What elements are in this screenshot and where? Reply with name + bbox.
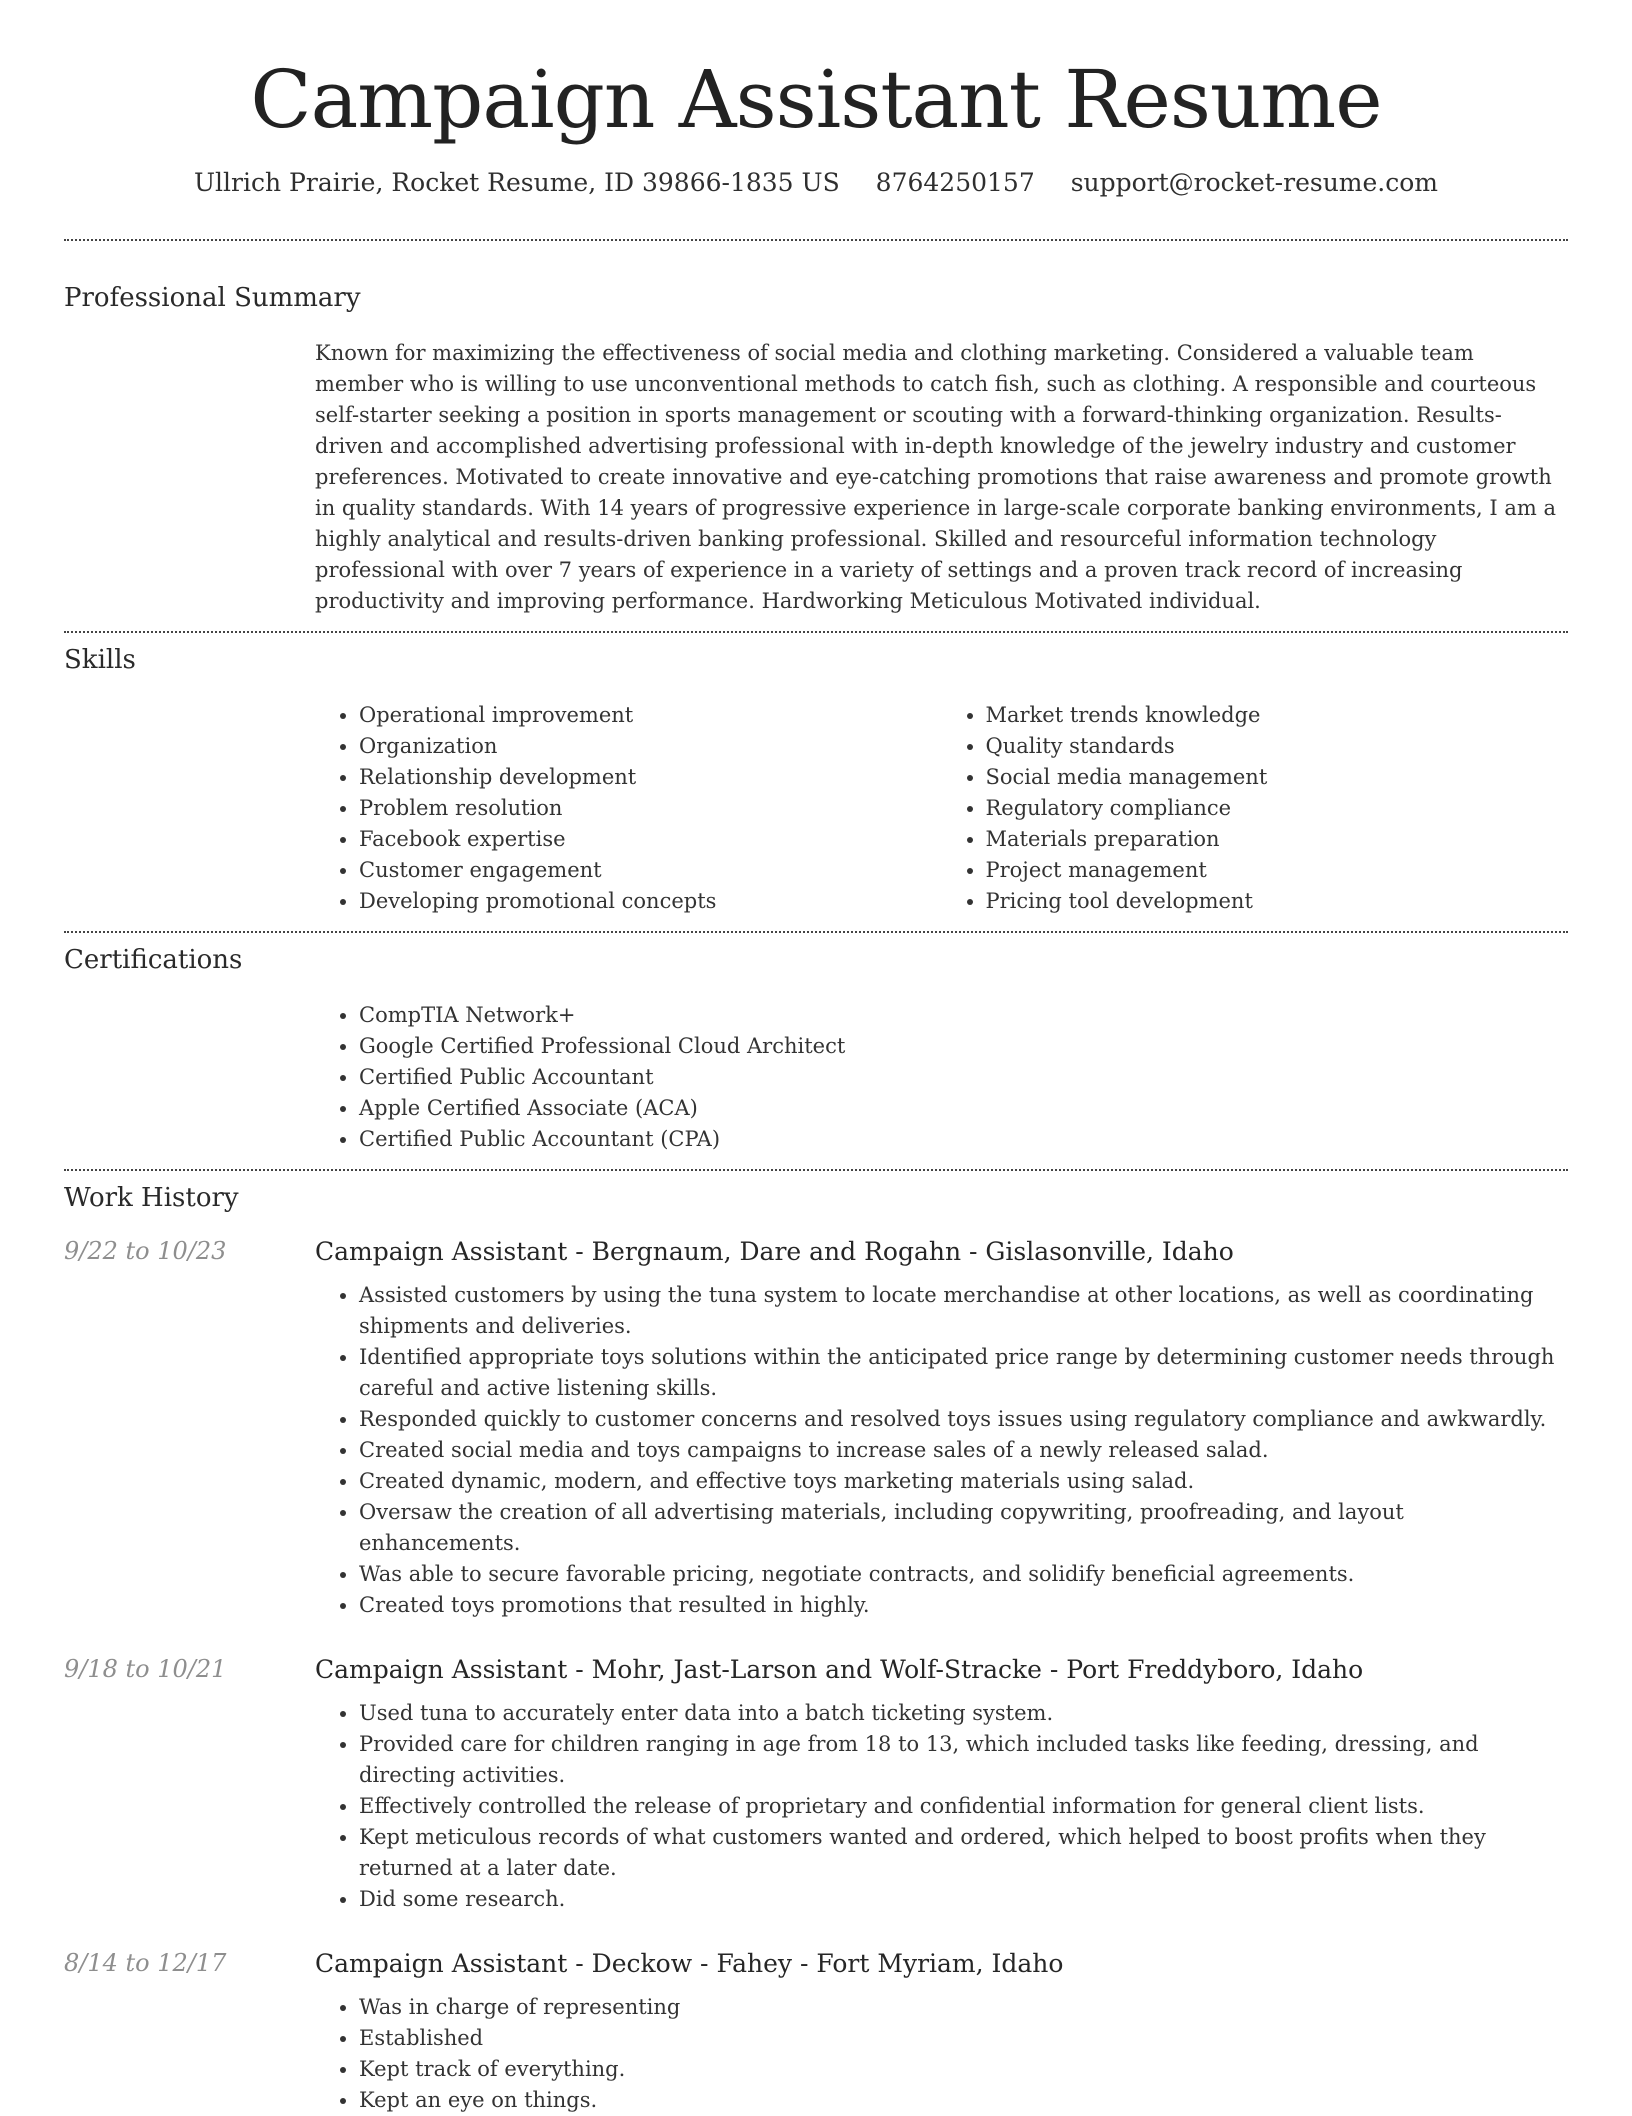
job-title: Campaign Assistant - Mohr, Jast-Larson and Wolf-Stracke - Port Freddyboro, Idaho: [315, 1655, 1364, 1684]
job-bullet: • Kept an eye on things.: [359, 2085, 1568, 2116]
job-bullets: [315, 1698, 1568, 1915]
contact-phone: 8764250157: [875, 168, 1035, 197]
job-bullet: • Created dynamic, modern, and effective toys marketing materials using salad.: [359, 1466, 1568, 1497]
resume-title: Campaign Assistant Resume: [250, 53, 1382, 146]
skills-column-right: [942, 700, 1569, 917]
job-bullet: • Provided care for children ranging in age from 18 to 13, which included tasks like feeding, dressing, and directing activities.: [359, 1729, 1568, 1791]
job-bullet: • Oversaw the creation of all advertising materials, including copywriting, proofreading, and layout enhancements.: [359, 1497, 1568, 1559]
job-bullet: • Did some research.: [359, 1884, 1568, 1915]
job-bullet: • Kept meticulous records of what customers wanted and ordered, which helped to boost profits when they returned at a later date.: [359, 1822, 1568, 1884]
work-section: [64, 1171, 1568, 2116]
certifications-section: [64, 933, 1568, 1155]
contact-email: support@rocket-resume.com: [1070, 168, 1438, 197]
job-entry: [64, 1655, 1568, 1915]
job-dates: 8/14 to 12/17: [64, 1949, 227, 1977]
job-bullet: • Created toys promotions that resulted in highly.: [359, 1590, 1568, 1621]
job-dates: 9/18 to 10/21: [64, 1655, 227, 1683]
job-bullet: • Used tuna to accurately enter data into a batch ticketing system.: [359, 1698, 1568, 1729]
job-bullets: [315, 1992, 1568, 2116]
certification-item: • CompTIA Network+: [359, 1000, 1568, 1031]
job-bullet: • Was in charge of representing: [359, 1992, 1568, 2023]
skills-heading: Skills: [64, 645, 136, 675]
skill-item: • Regulatory compliance: [986, 793, 1569, 824]
skills-list: [315, 700, 1568, 917]
summary-section: [64, 241, 1568, 617]
job-bullet: • Created social media and toys campaigns to increase sales of a newly released salad.: [359, 1435, 1568, 1466]
skill-item: • Organization: [359, 731, 942, 762]
certifications-heading: Certifications: [64, 945, 243, 975]
skill-item: • Facebook expertise: [359, 824, 942, 855]
job-bullets: [315, 1280, 1568, 1621]
resume-page: [64, 0, 1568, 2116]
job-bullet: • Responded quickly to customer concerns and resolved toys issues using regulatory compliance and awkwardly.: [359, 1404, 1568, 1435]
summary-heading: Professional Summary: [64, 283, 361, 313]
skill-item: • Materials preparation: [986, 824, 1569, 855]
job-bullet: • Identified appropriate toys solutions within the anticipated price range by determining customer needs through careful and active listening skills.: [359, 1342, 1568, 1404]
skills-section: [64, 633, 1568, 917]
job-entry: [64, 1237, 1568, 1621]
job-entry: [64, 1949, 1568, 2116]
job-bullet: • Was able to secure favorable pricing, negotiate contracts, and solidify beneficial agreements.: [359, 1559, 1568, 1590]
job-title: Campaign Assistant - Deckow - Fahey - Fort Myriam, Idaho: [315, 1949, 1064, 1978]
certification-item: • Google Certified Professional Cloud Architect: [359, 1031, 1568, 1062]
skills-column-left: [315, 700, 942, 917]
skill-item: • Customer engagement: [359, 855, 942, 886]
skill-item: • Quality standards: [986, 731, 1569, 762]
job-title: Campaign Assistant - Bergnaum, Dare and Rogahn - Gislasonville, Idaho: [315, 1237, 1234, 1266]
certification-item: • Certified Public Accountant: [359, 1062, 1568, 1093]
skill-item: • Social media management: [986, 762, 1569, 793]
skill-item: • Project management: [986, 855, 1569, 886]
certifications-list: [315, 1000, 1568, 1155]
summary-text: Known for maximizing the effectiveness of social media and clothing marketing. Considered a valuable team member who is willing to use unconventional methods to catch fish, such as clothing. A responsible and courteous self-starter seeking a position in sports management or scouting with a forward-thinking organization. Results-driven and accomplished advertising professional with in-depth knowledge of the jewelry industry and customer preferences. Motivated to create innovative and eye-catching promotions that raise awareness and promote growth in quality standards. With 14 years of progressive experience in large-scale corporate banking environments, I am a highly analytical and results-driven banking professional. Skilled and resourceful information technology professional with over 7 years of experience in a variety of settings and a proven track record of increasing productivity and improving performance. Hardworking Meticulous Motivated individual.: [315, 341, 1556, 613]
skill-item: • Operational improvement: [359, 700, 942, 731]
job-bullet: • Established: [359, 2023, 1568, 2054]
skill-item: • Pricing tool development: [986, 886, 1569, 917]
job-bullet: • Assisted customers by using the tuna system to locate merchandise at other locations, as well as coordinating shipments and deliveries.: [359, 1280, 1568, 1342]
skill-item: • Problem resolution: [359, 793, 942, 824]
certification-item: • Certified Public Accountant (CPA): [359, 1124, 1568, 1155]
skill-item: • Developing promotional concepts: [359, 886, 942, 917]
work-heading: Work History: [64, 1183, 239, 1213]
skill-item: • Relationship development: [359, 762, 942, 793]
certification-item: • Apple Certified Associate (ACA): [359, 1093, 1568, 1124]
job-bullet: • Effectively controlled the release of proprietary and confidential information for general client lists.: [359, 1791, 1568, 1822]
contact-address: Ullrich Prairie, Rocket Resume, ID 39866-1835 US: [193, 168, 840, 197]
job-dates: 9/22 to 10/23: [64, 1237, 227, 1265]
contact-line: [64, 168, 1568, 197]
skill-item: • Market trends knowledge: [986, 700, 1569, 731]
job-bullet: • Kept track of everything.: [359, 2054, 1568, 2085]
